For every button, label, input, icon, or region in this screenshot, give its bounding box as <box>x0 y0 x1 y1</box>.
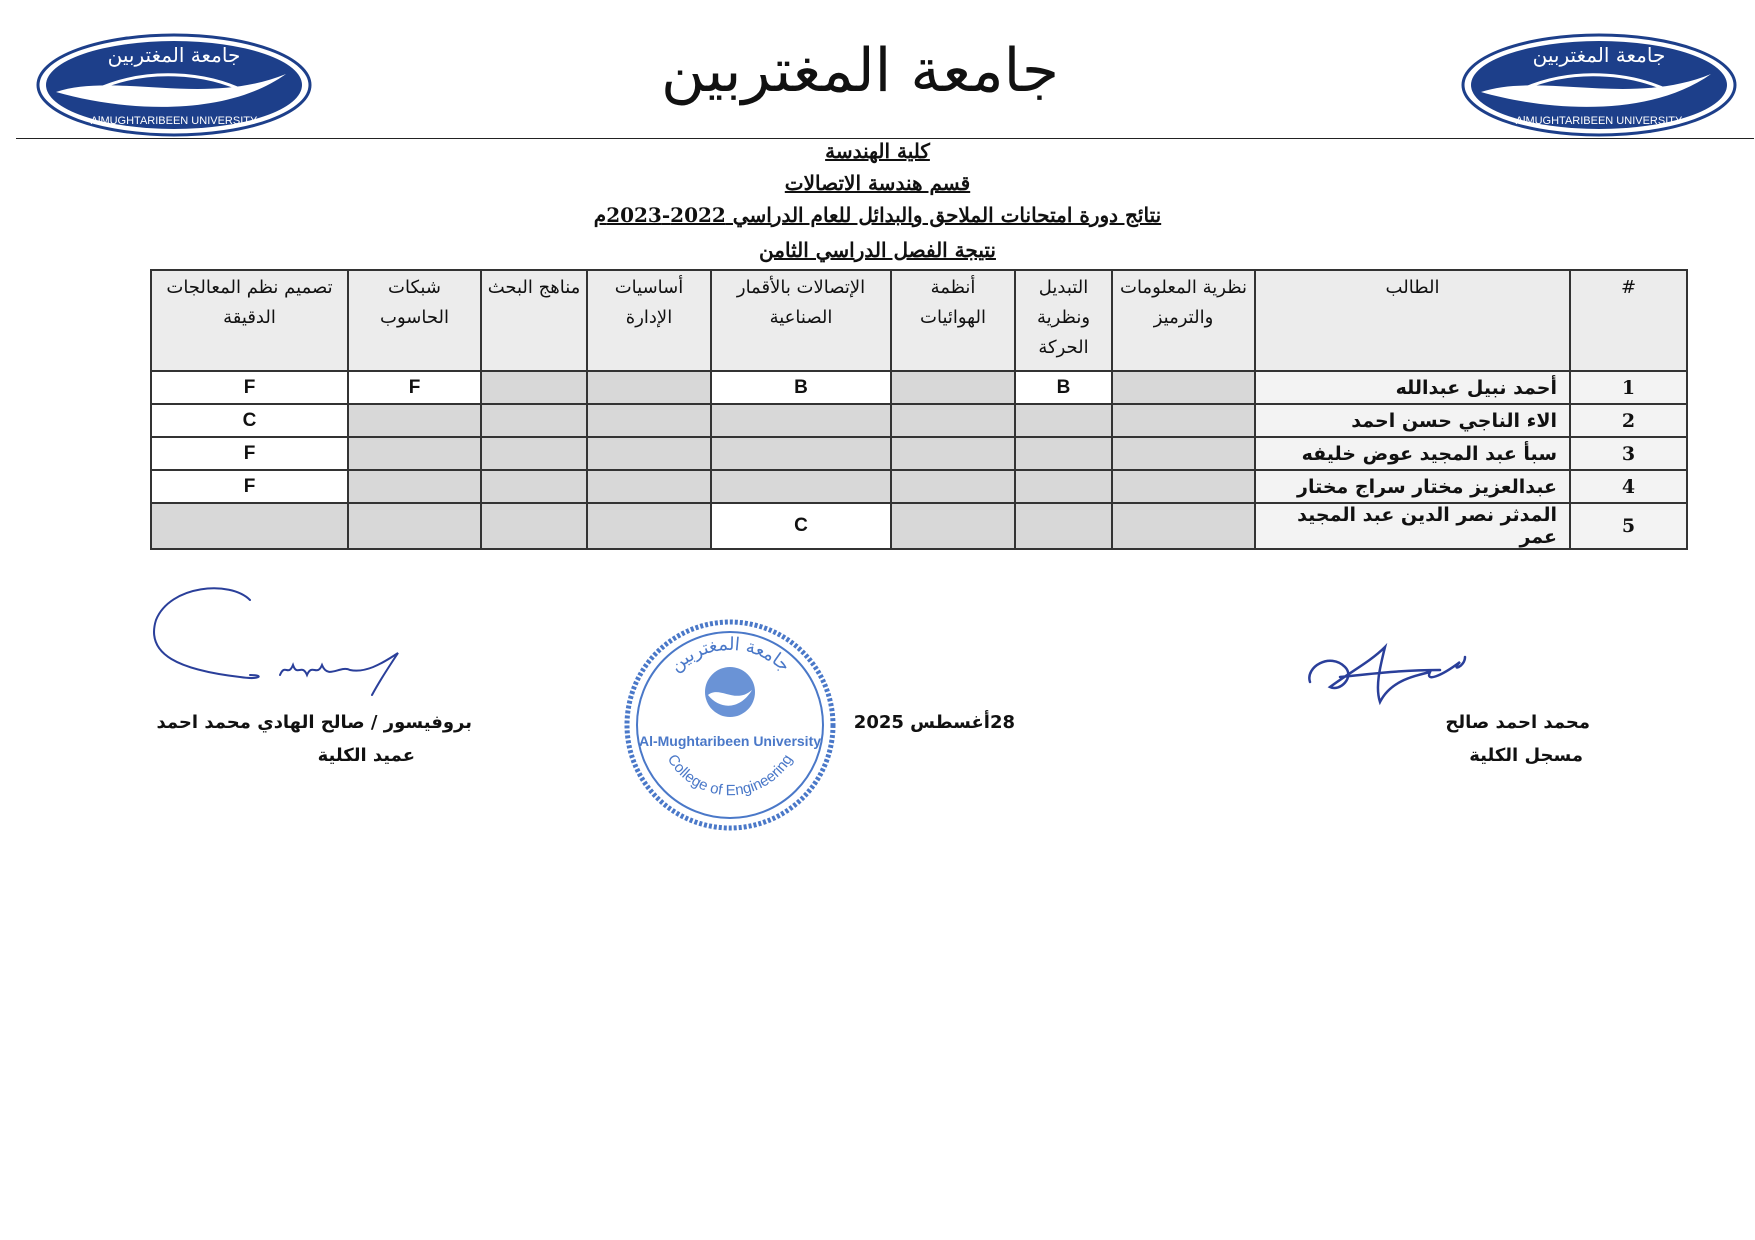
logo-english-text: AlMUGHTARIBEEN UNIVERSITY <box>1515 115 1683 127</box>
grade-cell <box>587 371 711 404</box>
column-header: تصميم نظم المعالجات الدقيقة <box>151 270 348 371</box>
university-logo-left <box>36 32 312 138</box>
table-row <box>151 437 1687 470</box>
column-header: التبديل ونظرية الحركة <box>1015 270 1112 371</box>
grade-cell: C <box>711 503 891 549</box>
dean-name: بروفيسور / صالح الهادي محمد احمد <box>156 712 472 733</box>
registrar-signature <box>1300 632 1480 712</box>
grade-cell <box>1015 437 1112 470</box>
grade-cell <box>587 470 711 503</box>
student-name: الاء الناجي حسن احمد <box>1255 404 1570 437</box>
column-header: أساسيات الإدارة <box>587 270 711 371</box>
grade-cell <box>481 404 587 437</box>
column-header: أنظمة الهوائيات <box>891 270 1015 371</box>
student-name: المدثر نصر الدين عبد المجيد عمر <box>1255 503 1570 549</box>
grade-cell <box>1112 470 1255 503</box>
grade-cell: F <box>151 371 348 404</box>
grade-cell <box>1015 404 1112 437</box>
university-title: جامعة المغتربين <box>661 36 1059 106</box>
grade-cell <box>1112 404 1255 437</box>
stamp-arabic-text: جامعة المغتربين <box>665 633 795 677</box>
row-number: 2 <box>1570 404 1687 437</box>
column-header: نظرية المعلومات والترميز <box>1112 270 1255 371</box>
grade-cell <box>711 470 891 503</box>
dean-signature <box>150 585 420 700</box>
grade-cell <box>1015 503 1112 549</box>
grade-cell <box>481 503 587 549</box>
row-number: 3 <box>1570 437 1687 470</box>
grade-cell <box>151 503 348 549</box>
row-number: 4 <box>1570 470 1687 503</box>
grade-cell <box>891 503 1015 549</box>
issue-date: 28أغسطس 2025 <box>853 712 1015 733</box>
student-name: عبدالعزيز مختار سراج مختار <box>1255 470 1570 503</box>
grade-cell: C <box>151 404 348 437</box>
grade-cell <box>891 371 1015 404</box>
registrar-title: مسجل الكلية <box>1469 745 1583 766</box>
table-row <box>151 470 1687 503</box>
grade-cell: F <box>151 470 348 503</box>
results-table <box>150 269 1688 550</box>
table-header-row <box>151 270 1687 371</box>
college-stamp <box>620 610 840 840</box>
column-header: # <box>1570 270 1687 371</box>
grade-cell <box>587 404 711 437</box>
logo-arabic-text: جامعة المغتربين <box>107 43 241 67</box>
grade-cell <box>587 503 711 549</box>
logo-arabic-text: جامعة المغتربين <box>1532 43 1666 67</box>
grade-cell <box>1112 371 1255 404</box>
column-header: الطالب <box>1255 270 1570 371</box>
grade-cell: B <box>711 371 891 404</box>
stamp-english-top: Al-Mughtaribeen University <box>638 733 822 749</box>
grade-cell <box>481 470 587 503</box>
table-row <box>151 503 1687 549</box>
department-heading: قسم هندسة الاتصالات <box>784 171 971 195</box>
grade-cell <box>1015 470 1112 503</box>
grade-cell: F <box>348 371 481 404</box>
semester-result-heading: نتيجة الفصل الدراسي الثامن <box>759 238 996 262</box>
logo-english-text: AlMUGHTARIBEEN UNIVERSITY <box>90 115 258 127</box>
table-row <box>151 371 1687 404</box>
grade-cell <box>891 404 1015 437</box>
grade-cell <box>711 437 891 470</box>
row-number: 5 <box>1570 503 1687 549</box>
grade-cell <box>348 470 481 503</box>
column-header: مناهج البحث <box>481 270 587 371</box>
grade-cell <box>711 404 891 437</box>
grade-cell <box>348 404 481 437</box>
grade-cell <box>1112 437 1255 470</box>
grade-cell <box>481 371 587 404</box>
table-row <box>151 404 1687 437</box>
registrar-name: محمد احمد صالح <box>1445 712 1590 733</box>
grade-cell <box>348 437 481 470</box>
grade-cell <box>348 503 481 549</box>
grade-cell <box>1112 503 1255 549</box>
grade-cell <box>481 437 587 470</box>
university-logo-right <box>1461 32 1737 138</box>
column-header: الإتصالات بالأقمار الصناعية <box>711 270 891 371</box>
grade-cell: F <box>151 437 348 470</box>
row-number: 1 <box>1570 371 1687 404</box>
faculty-heading: كلية الهندسة <box>825 139 930 163</box>
grade-cell <box>891 437 1015 470</box>
grade-cell <box>587 437 711 470</box>
student-name: أحمد نبيل عبدالله <box>1255 371 1570 404</box>
dean-title: عميد الكلية <box>317 745 415 766</box>
grade-cell <box>891 470 1015 503</box>
exam-session-heading: نتائج دورة امتحانات الملاحق والبدائل للعام الدراسي 2022-2023م <box>593 203 1162 227</box>
stamp-english-bottom: College of Engineering <box>663 751 797 800</box>
grade-cell: B <box>1015 371 1112 404</box>
column-header: شبكات الحاسوب <box>348 270 481 371</box>
student-name: سبأ عبد المجيد عوض خليفه <box>1255 437 1570 470</box>
